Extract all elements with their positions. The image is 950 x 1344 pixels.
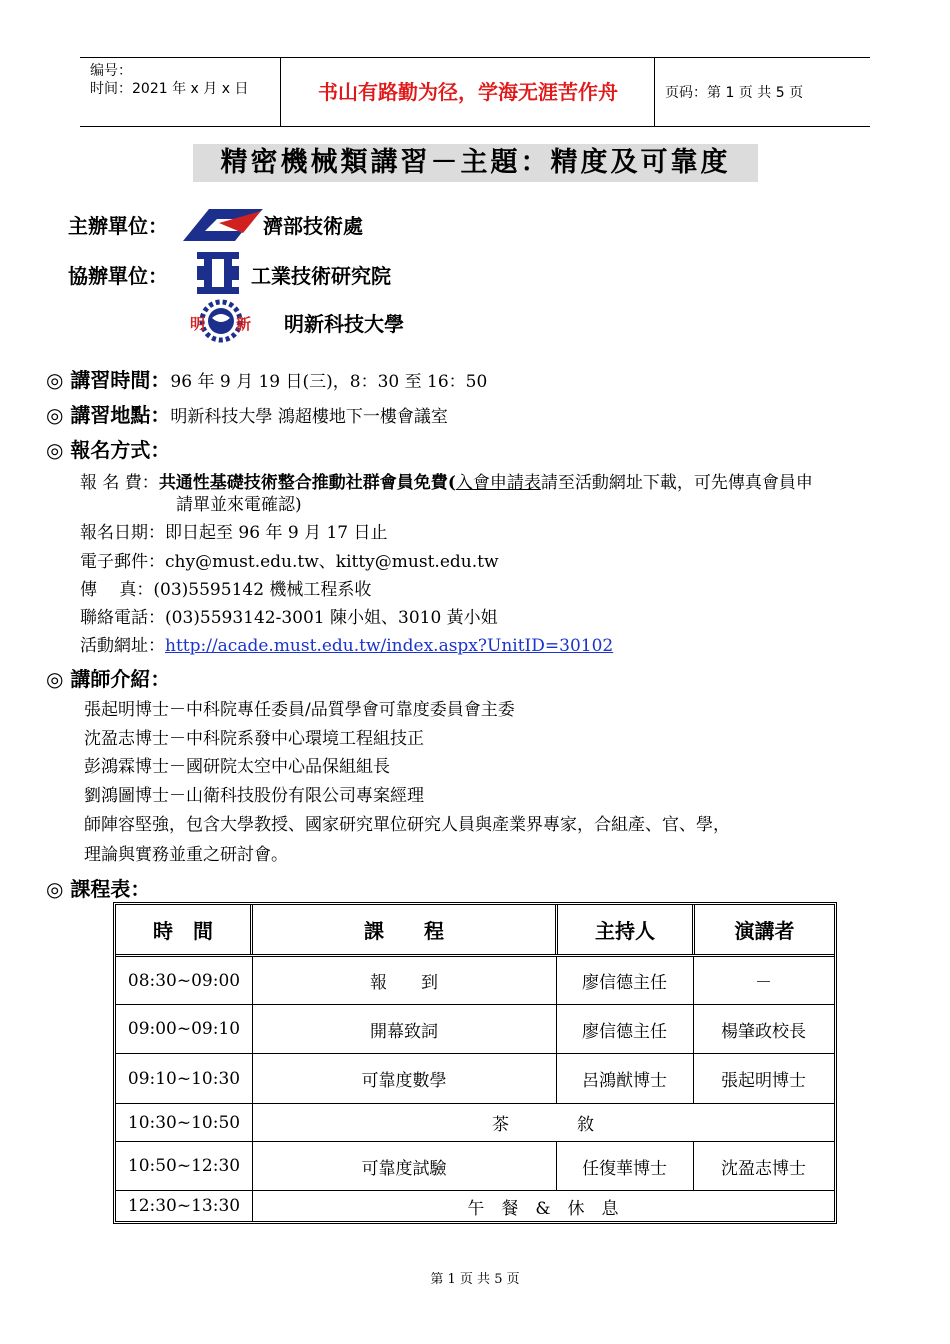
row-host: 廖信德主任 (582, 973, 667, 993)
row-speaker: 張起明博士 (721, 1071, 806, 1091)
row-course: 報 到 (370, 973, 438, 993)
web-label: 活動網址： (80, 636, 165, 656)
co-organizer-label: 協辦單位： (68, 264, 168, 288)
header-meta (90, 62, 280, 98)
table-row (116, 1054, 834, 1104)
row-course: 可靠度數學 (361, 1071, 447, 1091)
register-date: 報名日期：即日起至 96 年 9 月 17 日止 (80, 523, 388, 543)
itri-logo-icon (195, 250, 241, 296)
section-place-label: ◎ 講習地點： (46, 403, 171, 427)
speaker-line: 張起明博士－中科院專任委員/品質學會可靠度委員會主委 (84, 700, 515, 720)
logo-text-right: 新 (236, 315, 252, 333)
row-host: 任復華博士 (582, 1158, 667, 1179)
moea-logo-icon (183, 207, 263, 241)
row-merged: 午 餐 & 休 息 (467, 1198, 619, 1219)
row-time: 09:10~10:30 (127, 1068, 241, 1089)
table-row (116, 1104, 834, 1142)
must-logo-icon (188, 298, 254, 344)
speaker-line: 理論與實務並重之研討會。 (84, 845, 288, 865)
header-speaker: 演講者 (734, 919, 795, 943)
co-organizer-name-itri: 工業技術研究院 (251, 264, 391, 288)
logo-text-left: 明 (190, 315, 206, 333)
row-time: 09:00~09:10 (127, 1019, 241, 1039)
section-speakers-label: ◎ 講師介紹： (46, 667, 171, 691)
register-phone: 聯絡電話：(03)5593142-3001 陳小姐、3010 黃小姐 (80, 608, 498, 628)
row-time: 12:30~13:30 (127, 1196, 241, 1216)
section-place-value: 明新科技大學 鴻超樓地下一樓會議室 (170, 407, 448, 427)
register-fax: 傳 真：(03)5595142 機械工程系收 (80, 580, 372, 600)
time-label: 时间：2021 年 x 月 x 日 (90, 81, 249, 97)
header-motto: 书山有路勤为径，学海无涯苦作舟 (318, 80, 618, 104)
fee-rest-2: 請單並來電確認) (176, 495, 302, 515)
row-time: 08:30~09:00 (127, 970, 241, 991)
row-speaker: － (755, 973, 772, 993)
section-time-label: ◎ 講習時間： (46, 368, 171, 392)
row-speaker: 楊肇政校長 (721, 1021, 806, 1042)
section-place (46, 399, 448, 428)
section-time (46, 364, 487, 393)
fee-bold: 共通性基礎技術整合推動社群會員免費 (158, 473, 448, 493)
fee-paren: ( (447, 473, 456, 493)
row-speaker: 沈盈志博士 (721, 1158, 806, 1179)
number-label: 编号： (90, 63, 132, 79)
table-row (116, 1005, 834, 1054)
page-header (80, 57, 870, 127)
speaker-line: 彭鴻霖博士－國研院太空中心品保組組長 (84, 757, 390, 777)
fee-rest-1: 請至活動網址下載，可先傳真會員申 (540, 473, 813, 493)
header-divider (654, 58, 655, 126)
register-email: 電子郵件：chy@must.edu.tw、kitty@must.edu.tw (80, 552, 499, 572)
page-number-label: 页码：第 1 页 共 5 页 (665, 85, 804, 101)
row-merged: 茶 敘 (492, 1115, 594, 1135)
speaker-line: 劉鴻圖博士－山衛科技股份有限公司專案經理 (84, 786, 424, 806)
row-course: 開幕致詞 (370, 1021, 438, 1042)
row-host: 呂鴻猷博士 (582, 1071, 667, 1091)
section-time-value: 96 年 9 月 19 日(三)，8：30 至 16：50 (170, 372, 488, 392)
membership-form-link[interactable]: 入會申請表 (455, 473, 541, 493)
document-title: 精密機械類講習－主題：精度及可靠度 (193, 144, 758, 182)
schedule-table (113, 902, 837, 1224)
table-header-row (116, 905, 834, 957)
header-divider (280, 58, 281, 126)
page-footer: 第 1 页 共 5 页 (430, 1272, 520, 1287)
speaker-line: 師陣容堅強，包含大學教授、國家研究單位研究人員與產業界專家，合組產、官、學， (84, 815, 730, 835)
row-course: 可靠度試驗 (361, 1158, 447, 1179)
section-schedule-label: ◎ 課程表： (46, 877, 151, 901)
host-name: 濟部技術處 (263, 214, 363, 238)
speaker-line: 沈盈志博士－中科院系發中心環境工程組技正 (84, 729, 424, 749)
row-time: 10:30~10:50 (127, 1112, 241, 1133)
header-time: 時 間 (153, 919, 213, 943)
register-web (80, 631, 613, 656)
table-row (116, 1191, 834, 1221)
table-row (116, 957, 834, 1005)
fee-label: 報 名 費： (80, 473, 159, 493)
row-time: 10:50~12:30 (127, 1156, 241, 1176)
row-host: 廖信德主任 (582, 1021, 667, 1042)
activity-website-link[interactable]: http://acade.must.edu.tw/index.aspx?UnitID=30102 (165, 636, 614, 656)
table-row (116, 1142, 834, 1191)
section-register-label: ◎ 報名方式： (46, 438, 171, 462)
header-course: 課 程 (364, 919, 444, 943)
header-host: 主持人 (595, 919, 655, 943)
host-label: 主辦單位： (68, 214, 168, 238)
co-organizer-name-must: 明新科技大學 (284, 312, 404, 336)
